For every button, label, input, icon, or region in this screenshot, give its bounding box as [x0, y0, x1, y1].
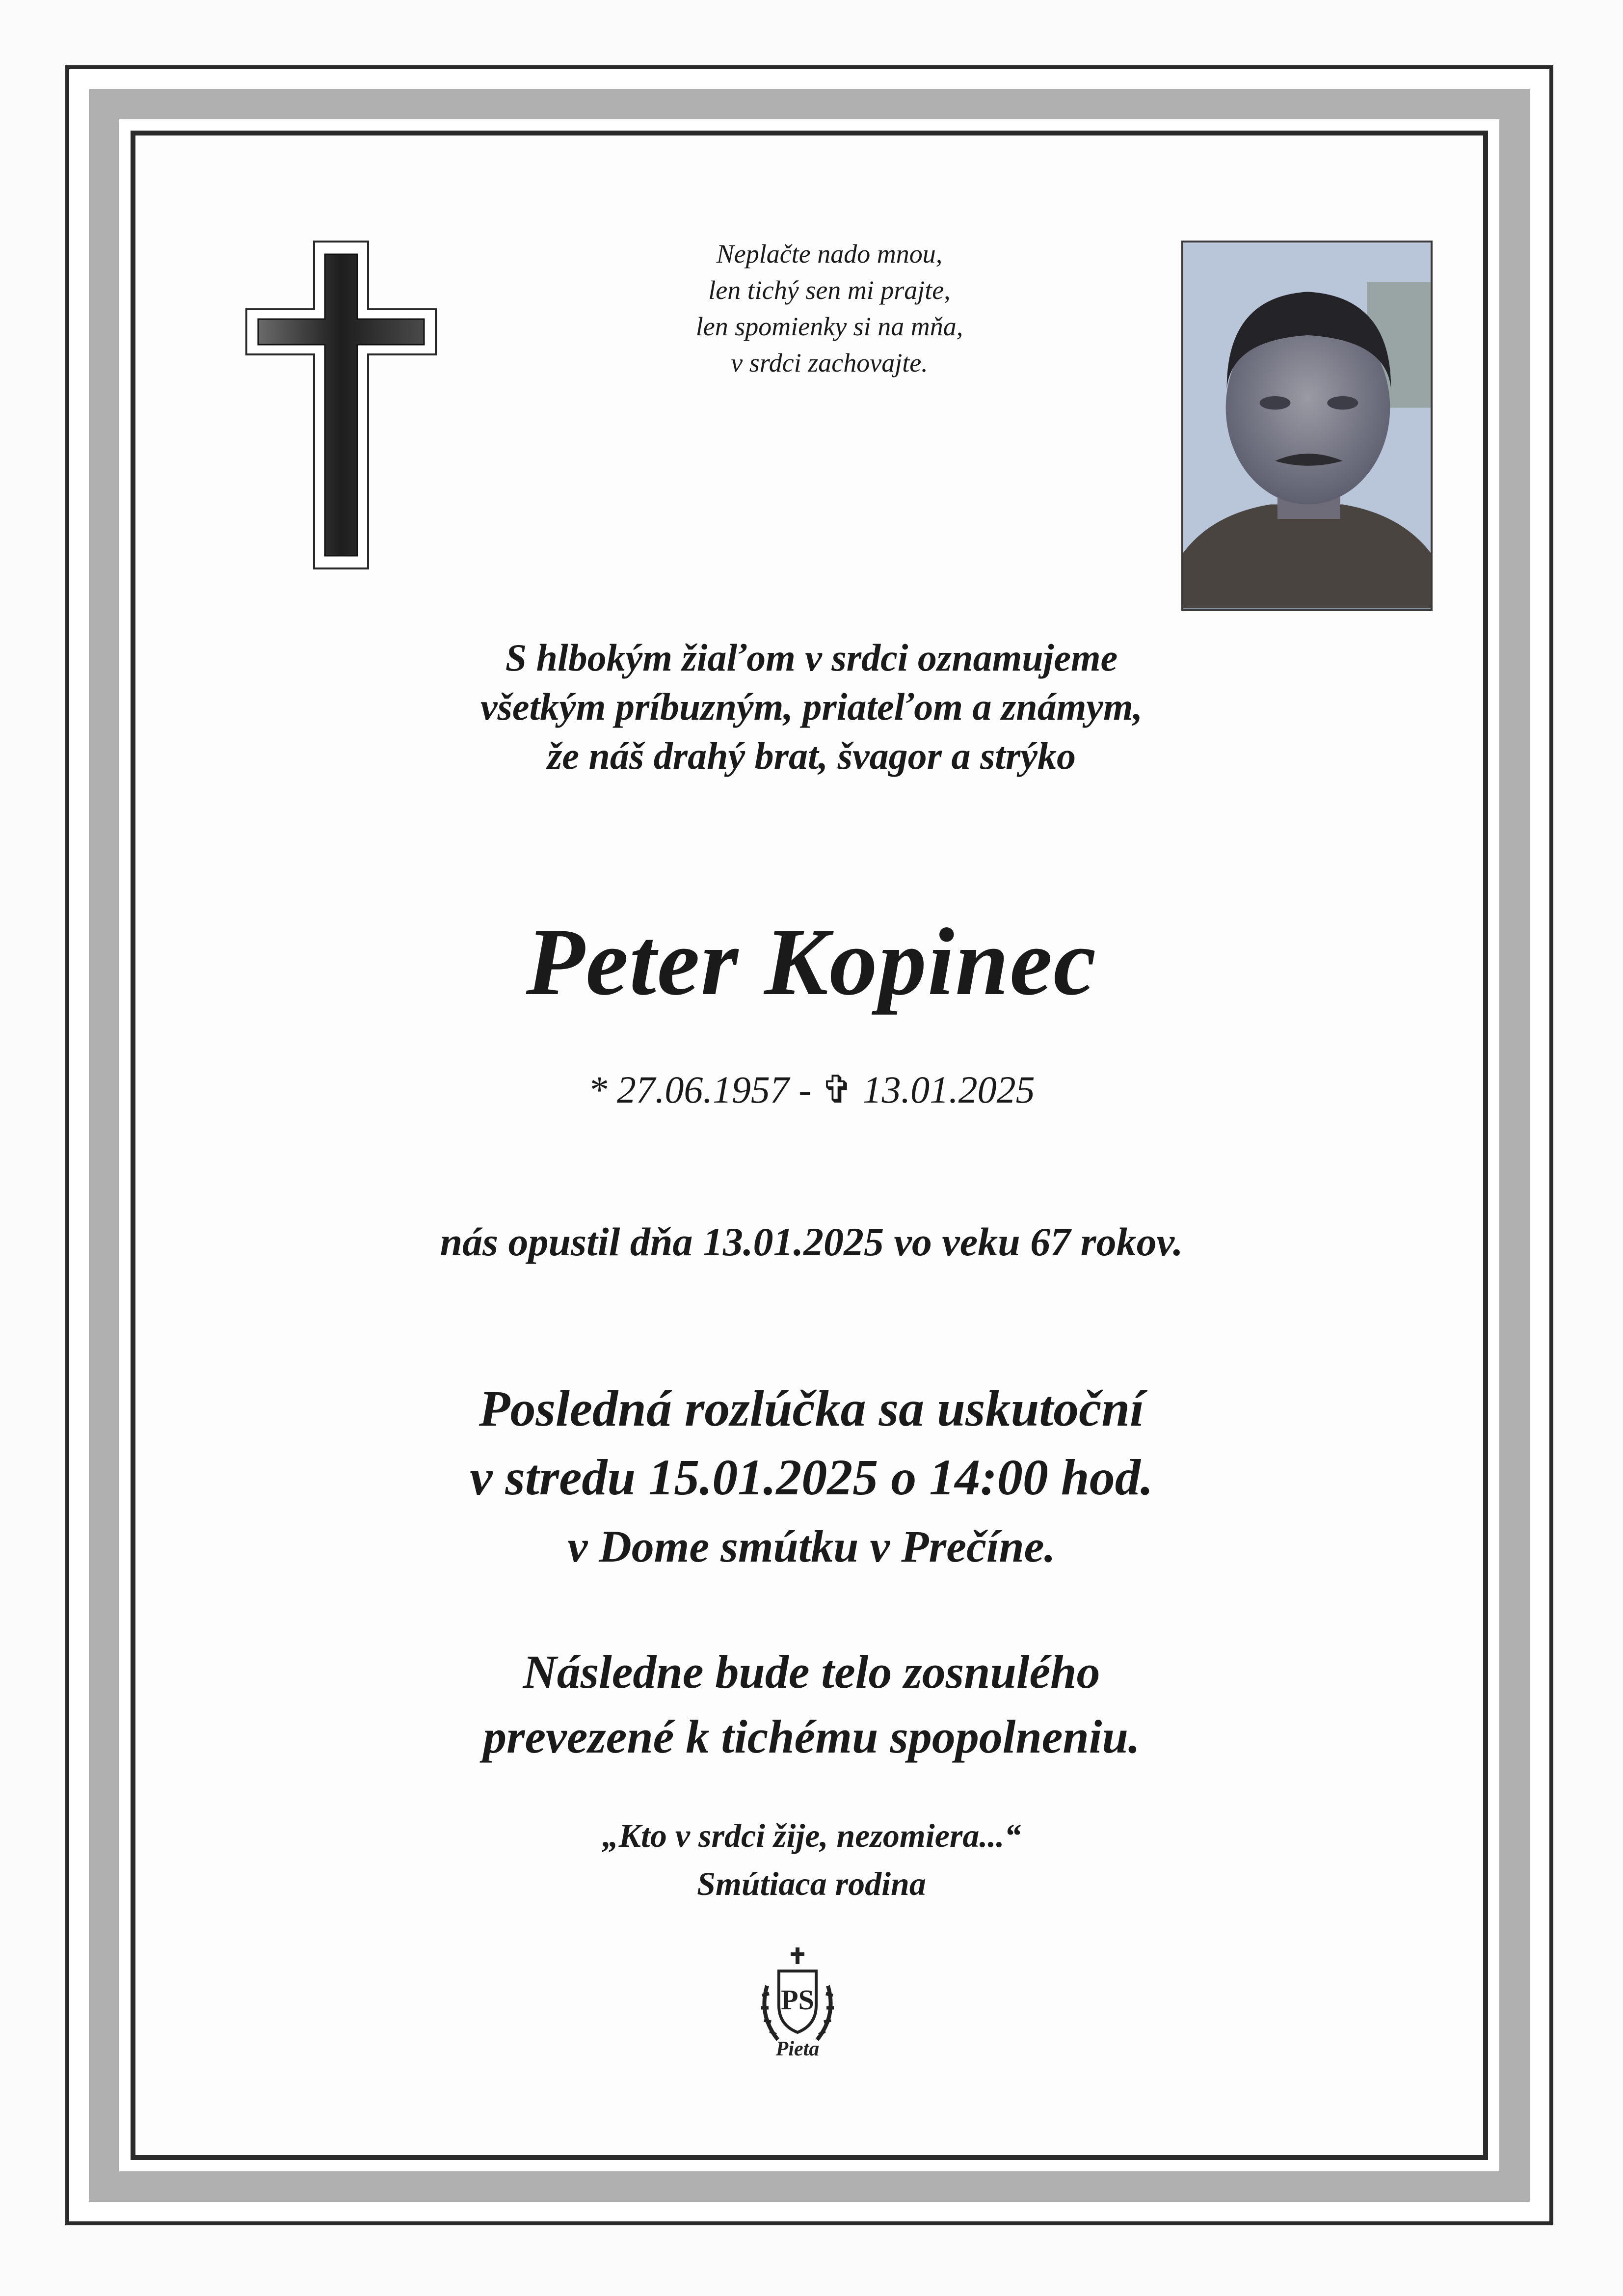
cremation-info [0, 1640, 1623, 1769]
logo-caption: Pieta [775, 2038, 820, 2060]
death-date: 13.01.2025 [862, 1068, 1035, 1111]
cremation-line: Následne bude telo zosnulého [523, 1646, 1100, 1698]
closing-quote: „Kto v srdci žije, nezomiera...“ [602, 1817, 1021, 1854]
portrait-figure [1183, 243, 1431, 609]
poem-line: len tichý sen mi prajte, [708, 275, 951, 305]
poem-line: len spomienky si na mňa, [695, 312, 963, 341]
life-dates [0, 1065, 1623, 1114]
cremation-line: prevezené k tichému spopolneniu. [483, 1710, 1140, 1763]
logo-letters: PS [781, 1984, 814, 2016]
cross-icon [245, 241, 437, 569]
ceremony-line: v Dome smútku v Prečíne. [567, 1521, 1056, 1571]
poem-line: v srdci zachovajte. [731, 348, 928, 378]
announcement [0, 633, 1623, 781]
announcement-line: všetkým príbuzným, priateľom a známym, [480, 685, 1143, 728]
ceremony-info [0, 1375, 1623, 1581]
ceremony-line: Posledná rozlúčka sa uskutoční [479, 1380, 1144, 1437]
family-signature: Smútiaca rodina [697, 1865, 926, 1902]
poem-line: Neplačte nado mnou, [716, 239, 943, 269]
deceased-name: Peter Kopinec [526, 909, 1097, 1015]
poem [564, 236, 1094, 381]
portrait-photo [1181, 241, 1433, 611]
closing [0, 1811, 1623, 1908]
announcement-line: že náš drahý brat, švagor a strýko [547, 734, 1076, 777]
birth-date: * 27.06.1957 - [588, 1068, 812, 1111]
ceremony-line: v stredu 15.01.2025 o 14:00 hod. [470, 1449, 1153, 1506]
passing-statement: nás opustil dňa 13.01.2025 vo veku 67 rokov. [440, 1219, 1183, 1264]
announcement-line: S hlbokým žiaľom v srdci oznamujeme [505, 636, 1118, 679]
death-cross-icon: ✞ [821, 1068, 853, 1111]
